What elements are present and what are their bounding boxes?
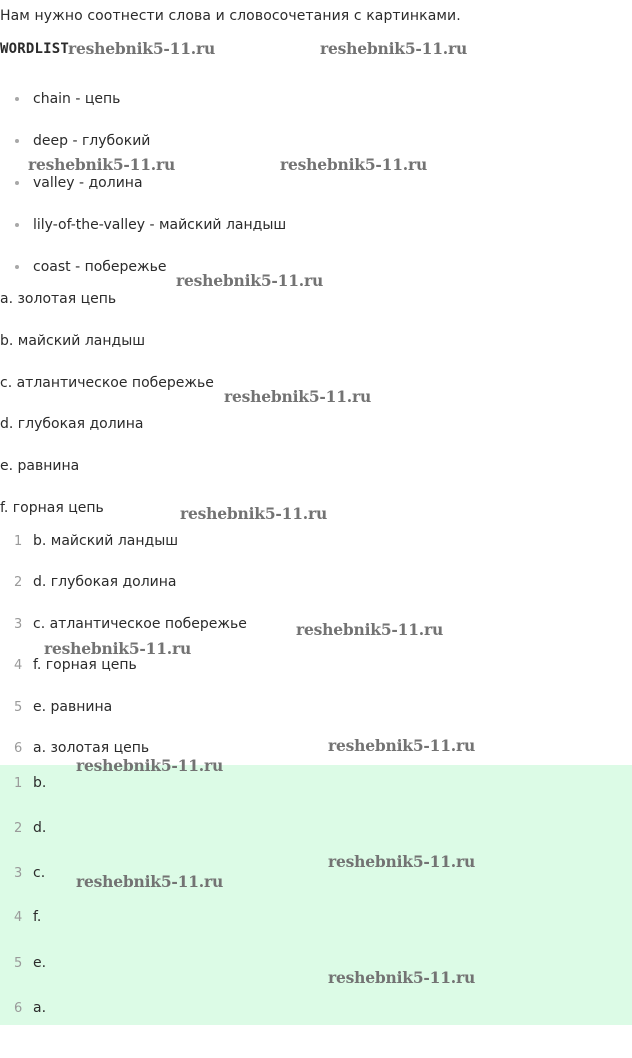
answer-row [14,909,41,925]
match-row [14,533,178,549]
bullet-icon [15,139,19,143]
row-number: 4 [14,910,23,925]
wordlist-item [15,133,150,149]
match-row [14,616,247,632]
answer-box [0,765,632,1025]
wordlist-item-text: deep - глубокий [33,133,151,149]
match-row [14,657,137,673]
wordlist-item [15,91,120,107]
row-number: 5 [14,700,23,715]
answer-text: d. [33,820,47,836]
option-item: e. равнина [0,458,80,474]
intro-text: Нам нужно соотнести слова и словосочетания с картинками. [0,8,461,24]
option-item: b. майский ландыш [0,333,146,349]
match-text: b. майский ландыш [33,533,179,549]
wordlist-item-text: valley - долина [33,175,143,191]
watermark: reshebnik5-11.ru [280,155,428,174]
watermark: reshebnik5-11.ru [176,271,324,290]
row-number: 6 [14,1001,23,1016]
match-text: a. золотая цепь [33,740,150,756]
row-number: 1 [14,534,23,549]
answer-row [14,865,45,881]
bullet-icon [15,223,19,227]
match-row [14,699,112,715]
match-row [14,574,177,590]
row-number: 3 [14,866,23,881]
watermark: reshebnik5-11.ru [44,639,192,658]
match-text: e. равнина [33,699,113,715]
watermark: reshebnik5-11.ru [320,39,468,58]
wordlist-item [15,217,286,233]
answer-row [14,955,46,971]
answer-row [14,1000,46,1016]
row-number: 2 [14,575,23,590]
option-item: c. атлантическое побережье [0,375,214,391]
bullet-icon [15,97,19,101]
option-item: d. глубокая долина [0,416,144,432]
watermark: reshebnik5-11.ru [224,387,372,406]
wordlist-item-text: coast - побережье [33,259,167,275]
wordlist-item-text: lily-of-the-valley - майский ландыш [33,217,287,233]
row-number: 4 [14,658,23,673]
watermark: reshebnik5-11.ru [28,155,176,174]
answer-text: e. [33,955,47,971]
row-number: 6 [14,741,23,756]
row-number: 3 [14,617,23,632]
wordlist-item [15,259,167,275]
answer-text: c. [33,865,46,881]
match-text: c. атлантическое побережье [33,616,247,632]
bullet-icon [15,181,19,185]
watermark: reshebnik5-11.ru [180,504,328,523]
watermark: reshebnik5-11.ru [76,756,224,775]
match-row [14,740,149,756]
row-number: 5 [14,956,23,971]
watermark: reshebnik5-11.ru [76,872,224,891]
option-item: f. горная цепь [0,500,104,516]
row-number: 2 [14,821,23,836]
wordlist-title: WORDLIST [0,41,70,57]
answer-text: a. [33,1000,47,1016]
wordlist-item-text: chain - цепь [33,91,121,107]
watermark: reshebnik5-11.ru [328,968,476,987]
watermark: reshebnik5-11.ru [68,39,216,58]
row-number: 1 [14,776,23,791]
match-text: f. горная цепь [33,657,137,673]
option-item: a. золотая цепь [0,291,117,307]
answer-text: b. [33,775,47,791]
watermark: reshebnik5-11.ru [328,736,476,755]
answer-text: f. [33,909,42,925]
wordlist-item [15,175,143,191]
answer-row [14,775,46,791]
watermark: reshebnik5-11.ru [328,852,476,871]
watermark: reshebnik5-11.ru [296,620,444,639]
answer-row [14,820,46,836]
bullet-icon [15,265,19,269]
match-text: d. глубокая долина [33,574,177,590]
